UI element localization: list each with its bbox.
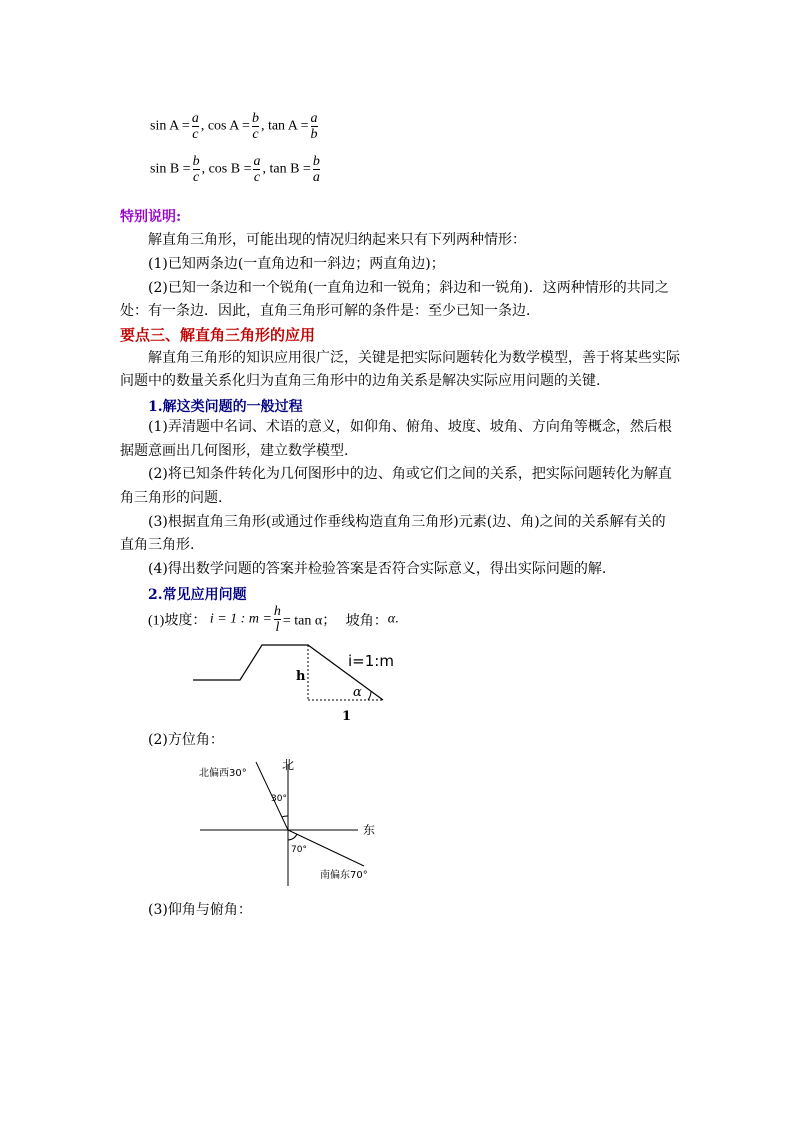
angle-30-label: 30°: [271, 794, 287, 804]
fraction: $\frac{a}{c}$: [253, 154, 261, 185]
bearing-diagram: [196, 752, 386, 888]
angle-30-arc: [282, 816, 288, 817]
fraction: $\frac{b}{c}$: [192, 154, 200, 185]
step-1-line-1: (1)弄清题中名词、术语的意义，如仰角、俯角、坡度、坡角、方向角等概念，然后根: [148, 419, 672, 435]
elevation-label: (3)仰角与俯角：: [148, 902, 252, 918]
step-2-line-1: (2)将已知条件转化为几何图形中的边、角或它们之间的关系，把实际问题转化为解直: [148, 466, 672, 482]
step-3-line-1: (3)根据直角三角形(或通过作垂线构造直角三角形)元素(边、角)之间的关系解有关的: [148, 514, 666, 530]
step-3-line-2: 直角三角形.: [120, 537, 195, 553]
section-title: 要点三、解直角三角形的应用: [120, 326, 316, 344]
case-1: (1)已知两条边(一直角边和一斜边；两直角边)；: [148, 256, 445, 272]
subsection-2-title: 2.常见应用问题: [148, 587, 247, 603]
intro-line-2: 问题中的数量关系化归为直角三角形中的边角关系是解决实际应用问题的关键.: [120, 373, 601, 389]
fraction: $\frac{a}{c}$: [191, 111, 199, 142]
southeast-70-label: 南偏东70°: [320, 870, 368, 881]
angle-70-arc: [288, 834, 297, 840]
para-1: 解直角三角形，可能出现的情况归纳起来只有下列两种情形：: [148, 232, 526, 248]
case-2-line-1: (2)已知一条边和一个锐角(一直角边和一锐角；斜边和一锐角)．这两种情形的共同之: [148, 280, 669, 296]
slope-formula: (1)坡度： i = 1 : m = $\frac{h}{l}$ = tan α； 坡角：α.: [148, 604, 399, 635]
step-4: (4)得出数学问题的答案并检验答案是否符合实际意义，得出实际问题的解.: [148, 561, 607, 577]
fraction: $\frac{b}{c}$: [251, 111, 259, 142]
height-label: h: [296, 669, 306, 684]
step-2-line-2: 角三角形的问题.: [120, 490, 223, 506]
length-label: 1: [342, 709, 352, 724]
fraction: $\frac{b}{a}$: [312, 154, 320, 185]
formula-row-a: sin A = $\frac{a}{c}$ , cos A = $\frac{b}{c}$ , tan A = $\frac{a}{b}$: [150, 111, 318, 142]
angle-70-label: 70°: [291, 845, 307, 855]
northwest-30-label: 北偏西30°: [199, 768, 247, 779]
ratio-label: i=1:m: [348, 652, 394, 670]
subsection-1-title: 1.解这类问题的一般过程: [148, 399, 303, 415]
note-title: 特别说明:: [120, 209, 182, 225]
bearing-label: (2)方位角：: [148, 732, 224, 748]
east-label: 东: [363, 823, 376, 837]
fraction: $\frac{a}{b}$: [310, 111, 318, 142]
alpha-label: α: [353, 685, 362, 700]
intro-line-1: 解直角三角形的知识应用很广泛，关键是把实际问题转化为数学模型，善于将某些实际: [148, 350, 680, 366]
angle-arc: [368, 691, 371, 700]
case-2-line-2: 处：有一条边．因此，直角三角形可解的条件是：至少已知一条边．: [120, 303, 540, 319]
fraction-h-over-l: $\frac{h}{l}$: [273, 604, 281, 635]
slope-diagram: [190, 640, 400, 725]
formula-row-b: sin B = $\frac{b}{c}$ , cos B = $\frac{a}{c}$ , tan B = $\frac{b}{a}$: [150, 154, 320, 185]
step-1-line-2: 据题意画出几何图形，建立数学模型.: [120, 443, 349, 459]
north-label: 北: [282, 758, 295, 772]
